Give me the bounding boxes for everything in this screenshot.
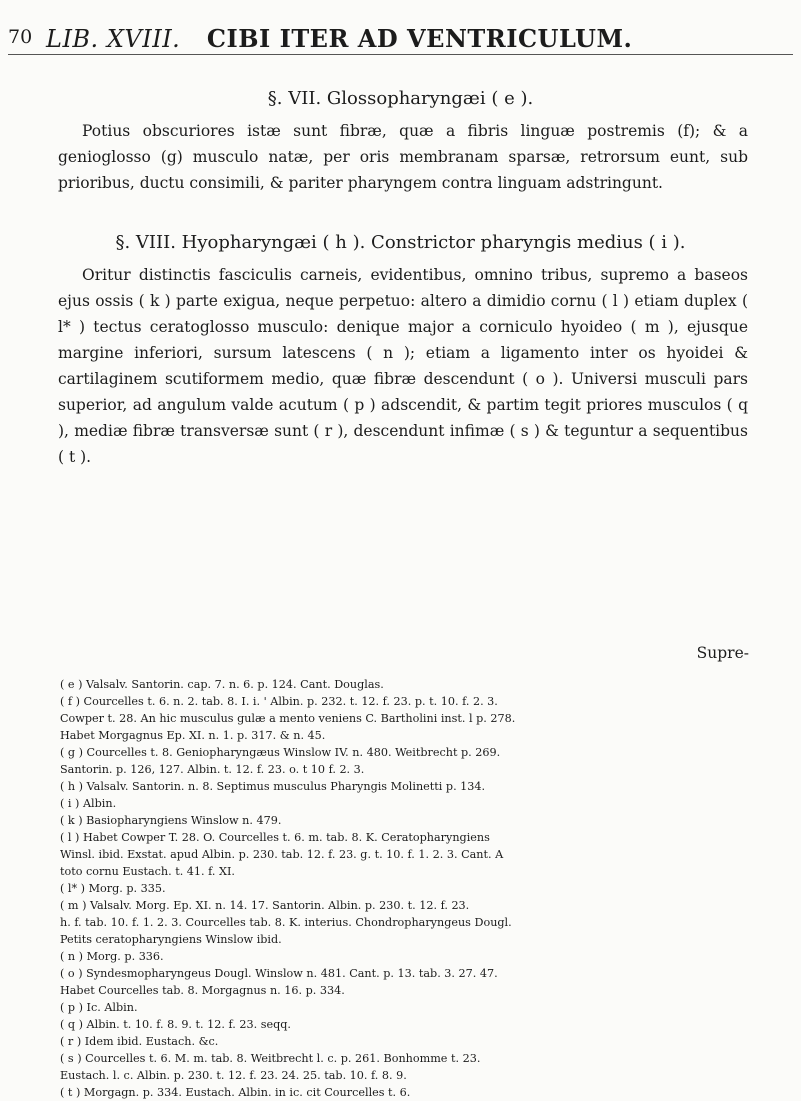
footnote-line: ( l ) Habet Cowper T. 28. O. Courcelles t. 6. m. tab. 8. K. Ceratopharyngiens [60, 831, 490, 844]
page-number: 70 [8, 26, 33, 48]
section-8-heading: §. VIII. Hyopharyngæi ( h ). Constrictor pharyngis medius ( i ). [115, 232, 686, 253]
footnote-line: ( i ) Albin. [60, 797, 117, 810]
footnote-line: ( q ) Albin. t. 10. f. 8. 9. t. 12. f. 23. seqq. [60, 1018, 291, 1031]
footnote-line: ( g ) Courcelles t. 8. Geniopharyngæus Winslow IV. n. 480. Weitbrecht p. 269. [60, 746, 501, 759]
footnote-line: Habet Morgagnus Ep. XI. n. 1. p. 317. & n. 45. [60, 729, 326, 742]
footnote-line: toto cornu Eustach. t. 41. f. XI. [60, 865, 235, 878]
section-7-paragraph: Potius obscuriores istæ sunt fibræ, quæ a fibris linguæ postremis (f); & a genioglosso (g) musculo natæ, per oris membranam sparsæ, retrorsum eunt, sub prioribus, ductu consimili, & pariter pharyngem contra linguam adstringunt. [58, 122, 748, 192]
footnote-line: Winsl. ibid. Exstat. apud Albin. p. 230. tab. 12. f. 23. g. t. 10. f. 1. 2. 3. Cant. A [60, 848, 504, 861]
running-header [8, 24, 793, 55]
catchword: Supre- [696, 644, 749, 662]
book-lib: LIB. XVIII. [46, 25, 181, 53]
footnote-line: Petits ceratopharyngiens Winslow ibid. [60, 933, 282, 946]
footnote-line: Santorin. p. 126, 127. Albin. t. 12. f. 23. o. t 10 f. 2. 3. [60, 763, 365, 776]
footnote-line: ( k ) Basiopharyngiens Winslow n. 479. [60, 814, 282, 827]
footnote-line: ( o ) Syndesmopharyngeus Dougl. Winslow n. 481. Cant. p. 13. tab. 3. 27. 47. [60, 967, 498, 980]
footnote-line: ( t ) Morgagn. p. 334. Eustach. Albin. in ic. cit Courcelles t. 6. [60, 1086, 411, 1099]
footnote-line: ( p ) Ic. Albin. [60, 1001, 138, 1014]
section-7-body [58, 118, 748, 196]
chapter-title: CIBI ITER AD VENTRICULUM. [206, 24, 633, 53]
running-title [46, 24, 791, 53]
footnote-line: ( l* ) Morg. p. 335. [60, 882, 166, 895]
footnote-line: Cowper t. 28. An hic musculus gulæ a mento veniens C. Bartholini inst. l p. 278. [60, 712, 516, 725]
footnote-line: ( h ) Valsalv. Santorin. n. 8. Septimus musculus Pharyngis Molinetti p. 134. [60, 780, 486, 793]
footnote-line: ( f ) Courcelles t. 6. n. 2. tab. 8. I. i. ' Albin. p. 232. t. 12. f. 23. p. t. 10. f. 2. 3. [60, 695, 498, 708]
footnote-line: ( e ) Valsalv. Santorin. cap. 7. n. 6. p. 124. Cant. Douglas. [60, 678, 384, 691]
footnotes [60, 676, 742, 1101]
footnote-line: ( s ) Courcelles t. 6. M. m. tab. 8. Weitbrecht l. c. p. 261. Bonhomme t. 23. [60, 1052, 481, 1065]
footnote-line: ( n ) Morg. p. 336. [60, 950, 164, 963]
footnote-line: Habet Courcelles tab. 8. Morgagnus n. 16. p. 334. [60, 984, 345, 997]
section-8-body [58, 262, 748, 470]
section-8-paragraph: Oritur distinctis fasciculis carneis, evidentibus, omnino tribus, supremo a baseos ejus ossis ( k ) parte exigua, neque perpetuo: altero a dimidio cornu ( l ) etiam duplex ( l* ) tectus ceratoglosso musculo: denique major a corniculo hyoideo ( m ), ejusque margine inferiori, sursum latescens ( n ); etiam a ligamento inter os hyoidei & cartilaginem scutiformem medio, quæ fibræ descendunt ( o ). Universi musculi pars superior, ad angulum valde acutum ( p ) adscendit, & partim tegit priores musculos ( q ), mediæ fibræ transversæ sunt ( r ), descendunt infimæ ( s ) & teguntur a sequentibus ( t ). [58, 266, 748, 466]
footnote-line: Eustach. l. c. Albin. p. 230. t. 12. f. 23. 24. 25. tab. 10. f. 8. 9. [60, 1069, 407, 1082]
footnote-line: ( r ) Idem ibid. Eustach. &c. [60, 1035, 219, 1048]
footnote-line: ( m ) Valsalv. Morg. Ep. XI. n. 14. 17. Santorin. Albin. p. 230. t. 12. f. 23. [60, 899, 470, 912]
footnote-line: h. f. tab. 10. f. 1. 2. 3. Courcelles tab. 8. K. interius. Chondropharyngeus Dougl. [60, 916, 512, 929]
section-7-heading: §. VII. Glossopharyngæi ( e ). [267, 88, 534, 109]
